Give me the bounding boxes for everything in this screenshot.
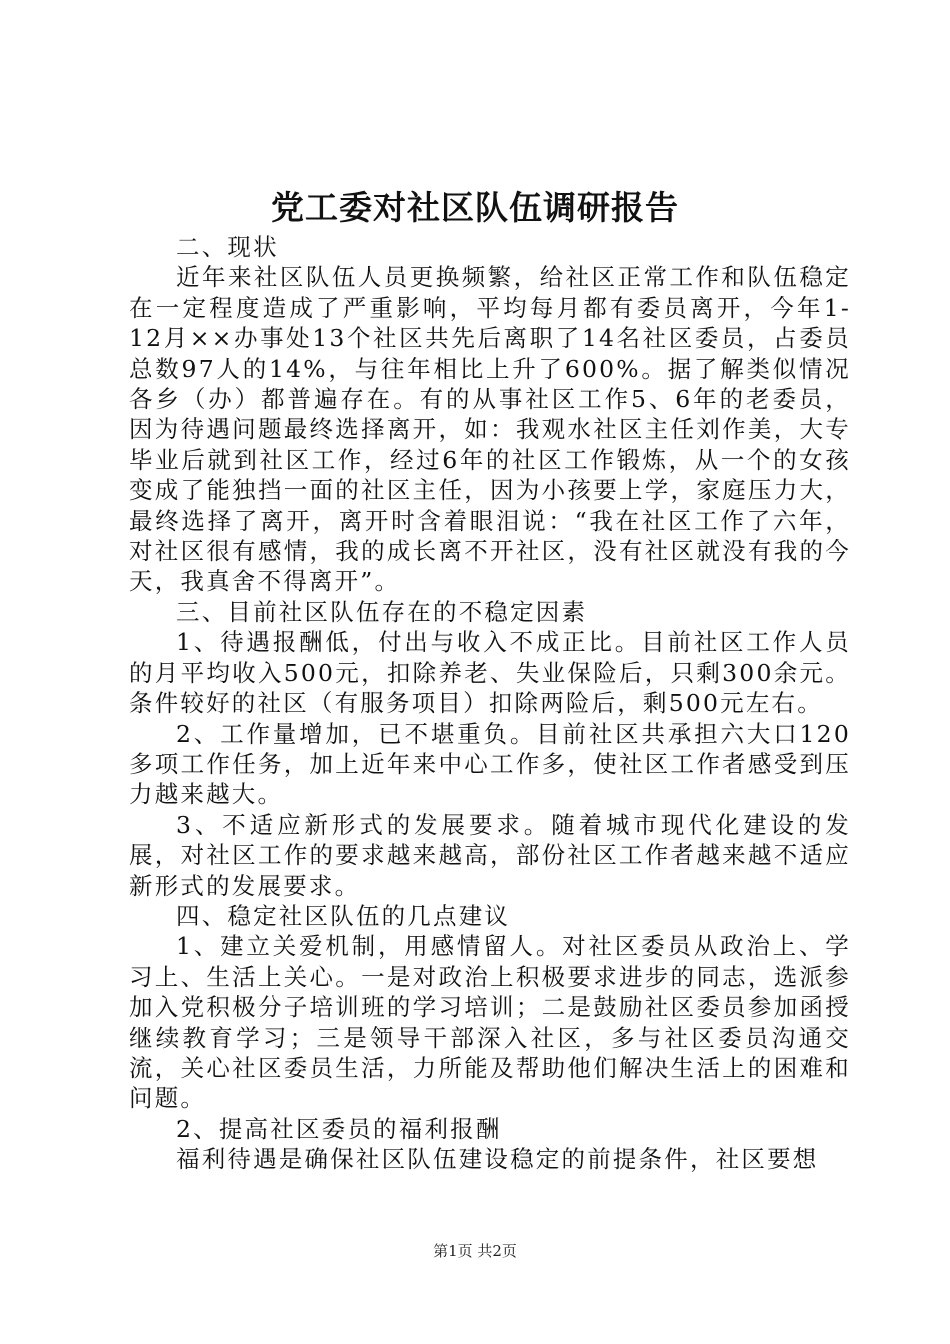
paragraph-factor-2: 2、工作量增加，已不堪重负。目前社区共承担六大口120多项工作任务，加上近年来中心工作多，使社区工作者感受到压力越来越大。 <box>129 719 851 809</box>
paragraph-status-detail: 近年来社区队伍人员更换频繁，给社区正常工作和队伍稳定在一定程度造成了严重影响，平均每月都有委员离开，今年1-12月××办事处13个社区共先后离职了14名社区委员，占委员总数97人的14%，与往年相比上升了600%。据了解类似情况各乡（办）都普遍存在。有的从事社区工作5、6年的老委员，因为待遇问题最终选择离开，如：我观水社区主任刘作美，大专毕业后就到社区工作，经过6年的社区工作锻炼，从一个的女孩变成了能独挡一面的社区主任，因为小孩要上学，家庭压力大，最终选择了离开，离开时含着眼泪说：“我在社区工作了六年，对社区很有感情，我的成长离不开社区，没有社区就没有我的今天，我真舍不得离开”。 <box>129 263 851 596</box>
paragraph-factor-3: 3、不适应新形式的发展要求。随着城市现代化建设的发展，对社区工作的要求越来越高，部份社区工作者越来越不适应新形式的发展要求。 <box>129 810 851 900</box>
page-footer: 第1页 共2页 <box>433 1242 517 1260</box>
paragraph-suggestion-2-detail: 福利待遇是确保社区队伍建设稳定的前提条件，社区要想 <box>176 1145 819 1174</box>
section-heading-status: 二、现状 <box>176 233 279 261</box>
section-heading-unstable-factors: 三、目前社区队伍存在的不稳定因素 <box>176 597 588 626</box>
document-title: 党工委对社区队伍调研报告 <box>271 188 679 227</box>
section-heading-suggestions: 四、稳定社区队伍的几点建议 <box>176 901 511 930</box>
paragraph-suggestion-2-heading: 2、提高社区委员的福利报酬 <box>176 1114 502 1143</box>
paragraph-suggestion-1: 1、建立关爱机制，用感情留人。对社区委员从政治上、学习上、生活上关心。一是对政治上积极要求进步的同志，选派参加入党积极分子培训班的学习培训；二是鼓励社区委员参加函授继续教育学习；三是领导干部深入社区，多与社区委员沟通交流，关心社区委员生活，力所能及帮助他们解决生活上的困难和问题。 <box>129 932 851 1113</box>
paragraph-factor-1: 1、待遇报酬低，付出与收入不成正比。目前社区工作人员的月平均收入500元，扣除养老、失业保险后，只剩300余元。条件较好的社区（有服务项目）扣除两险后，剩500元左右。 <box>129 628 851 718</box>
document-body <box>129 232 851 1175</box>
